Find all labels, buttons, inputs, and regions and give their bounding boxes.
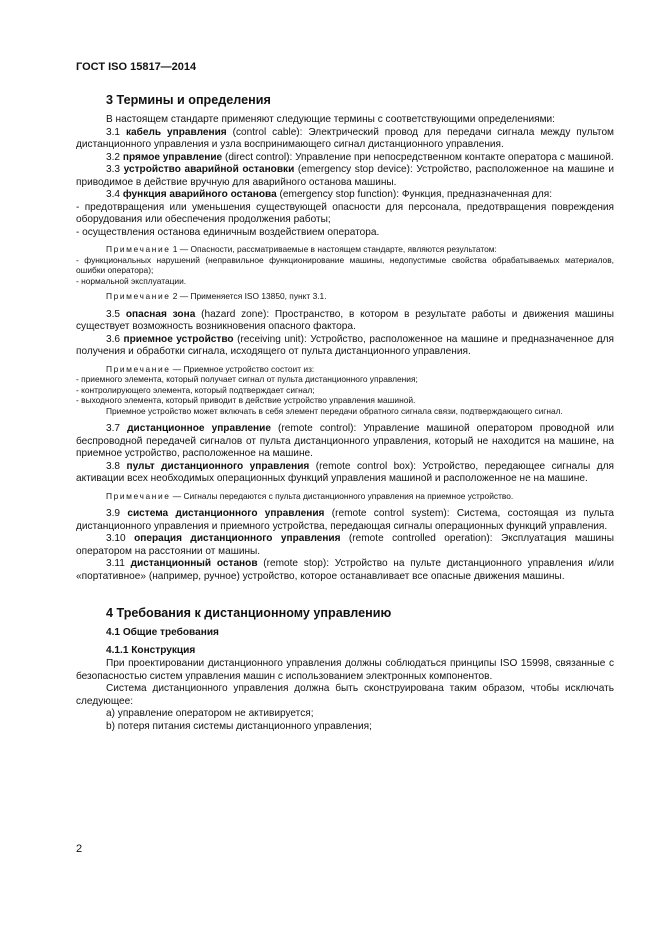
term-3-11: 3.11 дистанционный останов (remote stop): Устройство на пульте дистанционного управления и/или «портативное» (например, ручное) устройство, которое останавливает все опасные движения машины. xyxy=(76,558,615,582)
subsection-4-1-1-heading: 4.1.1 Конструкция xyxy=(106,644,196,656)
section-4-list-item: b) потеря питания системы дистанционного управления; xyxy=(106,720,372,732)
note-label: Примечание xyxy=(106,490,171,501)
term-3-5-name: опасная зона xyxy=(125,308,196,320)
note-label: Примечание xyxy=(106,291,171,301)
term-3-10: 3.10 операция дистанционного управления (remote controlled operation): Эксплуатация машины оператором на расстоянии от машины. xyxy=(76,533,614,557)
term-3-7-name: дистанционное управление xyxy=(127,423,271,434)
term-3-1: 3.1 кабель управления (control cable): Электрический провод для передачи сигнала между пультом дистанционного управления и узла воспринимающего сигнал дистанционного управления. xyxy=(76,126,614,150)
note-2: Примечание 2 — Применяется ISO 13850, пункт 3.1. xyxy=(106,291,327,301)
term-3-6: 3.6 приемное устройство (receiving unit): Устройство, расположенное на машине и предназначенное для получения и обработки сигнала, исходящего от пульта дистанционного управления. xyxy=(76,333,614,357)
term-3-8: 3.8 пульт дистанционного управления (remote control box): Устройство, передающее сигналы для активации всех необходимых операционных функций управления машиной и расположенное не на машине. xyxy=(76,460,614,484)
note-3-item: - контролирующего элемента, который подтверждает сигнал; xyxy=(76,384,315,395)
page-content xyxy=(76,92,614,733)
running-header: ГОСТ ISO 15817—2014 xyxy=(76,61,197,73)
note-3-item: - выходного элемента, который приводит в действие устройство управления машиной. xyxy=(76,395,416,405)
term-3-2: 3.2 прямое управление (direct control): Управление при непосредственном контакте оператора с машиной. xyxy=(106,151,614,163)
term-3-7: 3.7 дистанционное управление (remote control): Управление машиной оператором проводной или беспроводной передачей сигналов от пульта дистанционного управления, который не находится на машине, на приемное устройство, расположенное на машине. xyxy=(76,423,614,459)
term-3-8-name: пульт дистанционного управления xyxy=(126,460,310,472)
note-4: Примечание — Сигналы передаются с пульта дистанционного управления на приемное устройство. xyxy=(106,490,514,501)
term-3-9-name: система дистанционного управления xyxy=(127,508,325,519)
term-3-5: 3.5 опасная зона (hazard zone): Пространство, в котором в результате работы и движения машины существует возможность возникновения опасного фактора. xyxy=(76,308,614,332)
term-3-1-name: кабель управления xyxy=(125,126,227,138)
note-label: Примечание xyxy=(106,244,171,254)
term-3-3-name: устройство аварийной остановки xyxy=(123,164,295,175)
section-4-heading: 4 Требования к дистанционному управлению xyxy=(106,606,392,620)
term-3-10-name: операция дистанционного управления xyxy=(134,533,341,544)
section-3-heading: 3 Термины и определения xyxy=(106,93,271,107)
note-3-tail: Приемное устройство может включать в себя элемент передачи обратного сигнала связи, подтверждающего сигнал. xyxy=(106,405,563,416)
term-3-4-name: функция аварийного останова xyxy=(122,189,277,200)
term-3-4-item: - осуществления останова единичным воздействием оператора. xyxy=(76,226,380,238)
note-1: Примечание 1 — Опасности, рассматриваемые в настоящем стандарте, являются результатом: xyxy=(106,244,497,254)
section-4-paragraph: При проектировании дистанционного управления должны соблюдаться принципы ISO 15998, связанные с безопасностью систем управления машин с использованием электронных компонентов. xyxy=(76,658,614,682)
note-label: Примечание xyxy=(106,363,171,374)
term-3-9: 3.9 система дистанционного управления (remote control system): Система, состоящая из пульта дистанционного управления и приемного устройства, передающая сигналы операционных функций управления. xyxy=(76,508,615,532)
section-4-list-item: а) управление оператором не активируется; xyxy=(106,708,314,719)
term-3-11-name: дистанционный останов xyxy=(130,558,258,569)
subsection-4-1-heading: 4.1 Общие требования xyxy=(106,627,219,638)
term-3-6-name: приемное устройство xyxy=(123,333,234,345)
section-3-intro: В настоящем стандарте применяют следующие термины с соответствующими определениями: xyxy=(106,114,555,125)
term-3-2-name: прямое управление xyxy=(122,151,223,163)
term-3-4: 3.4 функция аварийного останова (emergency stop function): Функция, предназначенная для: xyxy=(106,189,553,200)
page-number: 2 xyxy=(76,843,83,855)
section-4-paragraph: Система дистанционного управления должна быть сконструирована таким образом, чтобы исключать следующее: xyxy=(76,683,614,707)
term-3-4-item: - предотвращения или уменьшения существующей опасности для персонала, предотвращения повреждения оборудования или обеспечения продолжения работы; xyxy=(76,201,614,225)
note-3: Примечание — Приемное устройство состоит из: xyxy=(106,363,315,374)
note-3-item: - приемного элемента, который получает сигнал от пульта дистанционного управления; xyxy=(76,374,418,384)
note-1-item: - функциональных нарушений (неправильное функционирование машины, недопустимые свойства обрабатываемых материалов, ошибки оператора); xyxy=(76,254,614,275)
note-1-item: - нормальной эксплуатации. xyxy=(76,275,187,286)
term-3-3: 3.3 устройство аварийной остановки (emergency stop device): Устройство, расположенное на машине и приводимое в действие вручную для аварийного останова машины. xyxy=(76,164,614,188)
